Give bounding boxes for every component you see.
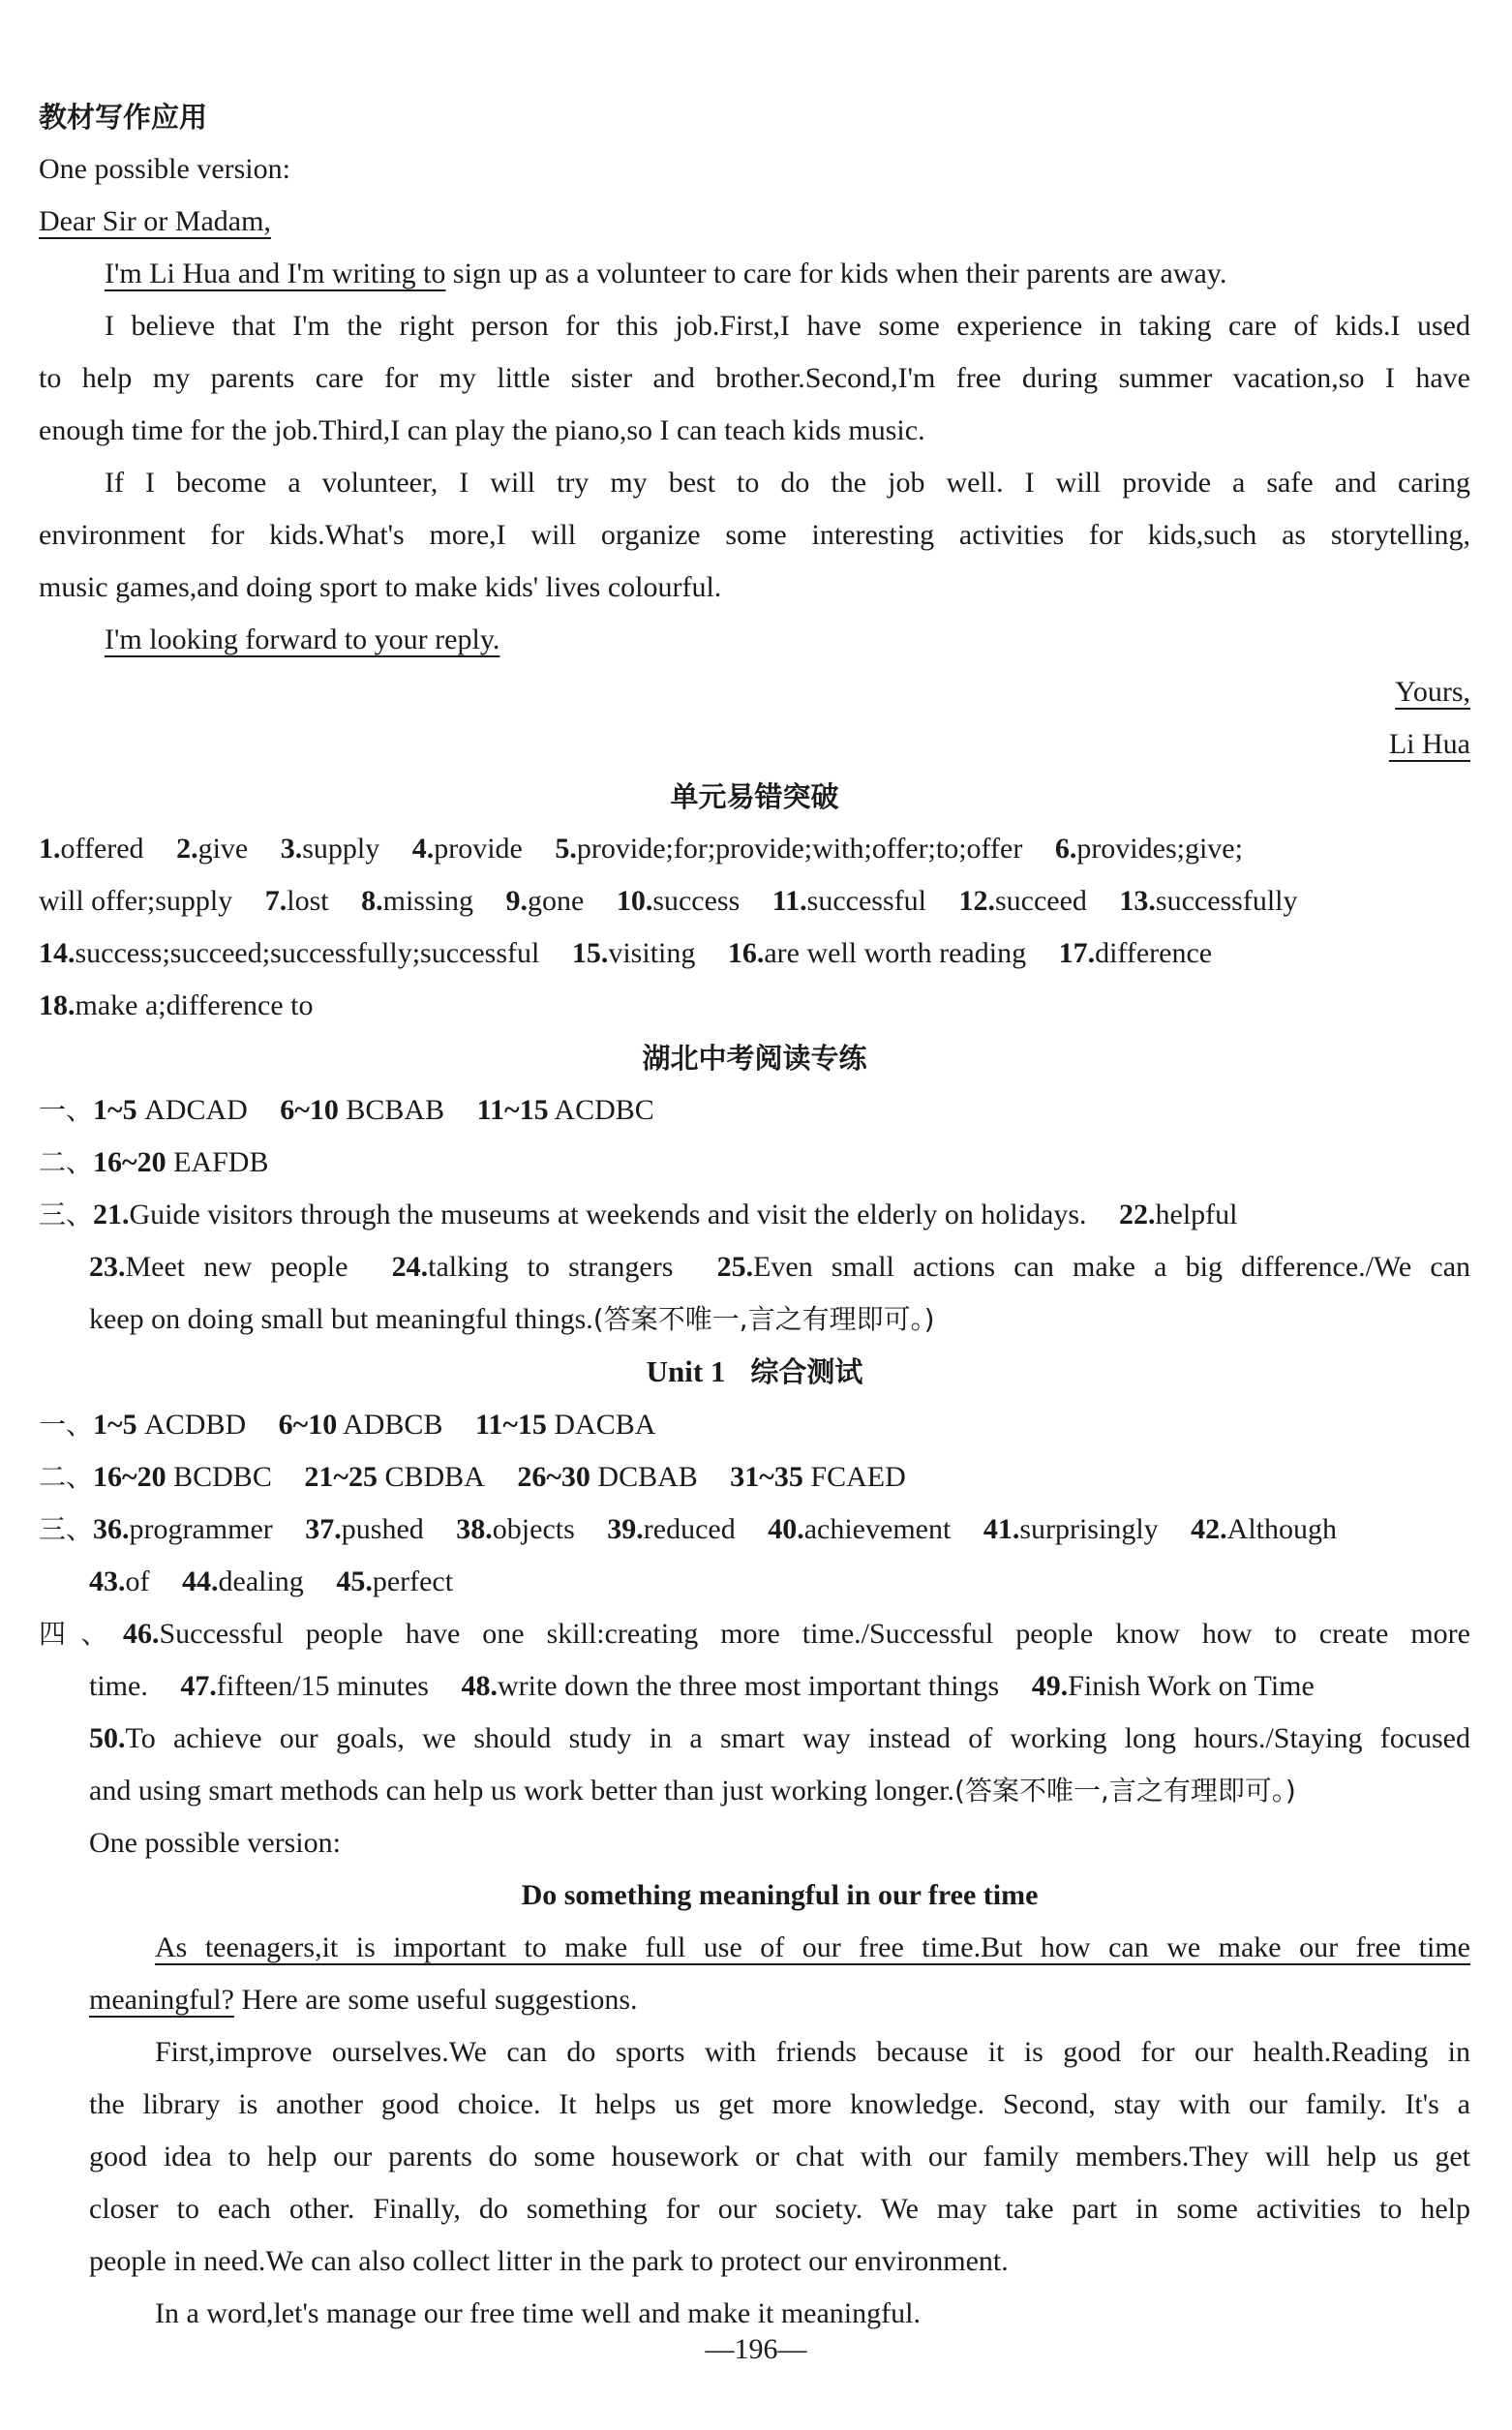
- essay-title: Do something meaningful in our free time: [521, 1879, 1039, 1911]
- section-title-mistakes: 单元易错突破: [670, 780, 839, 813]
- answer-line: 三、36.programmer 37.pushed 38.objects 39.reduced 40.achievement 41.surprisingly 42.Although: [39, 1513, 1337, 1545]
- letter-name: Li Hua: [1388, 728, 1470, 760]
- section-title-reading: 湖北中考阅读专练: [642, 1042, 867, 1075]
- letter-closing: I'm looking forward to your reply.: [105, 623, 500, 655]
- essay-p2-line-1: First,improve ourselves.We can do sports with friends because it is good for our health.Reading in: [155, 2036, 1470, 2068]
- answer-line: and using smart methods can help us work better than just working longer.(答案不唯一,言之有理即可。): [89, 1775, 1296, 1807]
- letter-greeting: Dear Sir or Madam,: [39, 205, 271, 237]
- intro-line: One possible version:: [39, 153, 290, 185]
- answer-line: 43.of 44.dealing 45.perfect: [89, 1565, 454, 1597]
- answer-line: 23.Meet new people 24.talking to strangers 25.Even small actions can make a big difference./We can: [89, 1251, 1471, 1283]
- letter-p2-line-2: to help my parents care for my little sister and brother.Second,I'm free during summer vacation,so I have: [39, 362, 1470, 394]
- writing-intro: One possible version:: [89, 1827, 341, 1859]
- answer-line: 一、1~5 ADCAD 6~10 BCBAB 11~15 ACDBC: [39, 1094, 654, 1126]
- letter-paragraph-1: I'm Li Hua and I'm writing to sign up as a volunteer to care for kids when their parents are away.: [105, 258, 1227, 289]
- answer-line: will offer;supply 7.lost 8.missing 9.gone 10.success 11.successful 12.succeed 13.successfully: [39, 885, 1298, 917]
- letter-p2-line-3: enough time for the job.Third,I can play the piano,so I can teach kids music.: [39, 414, 925, 446]
- essay-p2-line-2: the library is another good choice. It helps us get more knowledge. Second, stay with our family. It's a: [89, 2088, 1470, 2120]
- answer-line: time. 47.fifteen/15 minutes 48.write down the three most important things 49.Finish Work on Time: [89, 1670, 1315, 1702]
- letter-p3-line-1: If I become a volunteer, I will try my best to do the job well. I will provide a safe and caring: [105, 467, 1470, 499]
- answer-line: 二、16~20 EAFDB: [39, 1146, 269, 1178]
- answer-line: 一、1~5 ACDBD 6~10 ADBCB 11~15 DACBA: [39, 1409, 656, 1441]
- letter-p2-line-1: I believe that I'm the right person for this job.First,I have some experience in taking care of kids.I used: [105, 310, 1470, 342]
- answer-line: keep on doing small but meaningful things.(答案不唯一,言之有理即可。): [89, 1303, 935, 1335]
- essay-p2-line-3: good idea to help our parents do some housework or chat with our family members.They will help us get: [89, 2141, 1470, 2172]
- answer-line: 50.To achieve our goals, we should study in a smart way instead of working long hours./Staying focused: [89, 1722, 1470, 1754]
- section-title-unit-test: Unit 1 综合测试: [646, 1354, 863, 1388]
- page-number: —196—: [705, 2333, 807, 2365]
- essay-p2-line-4: closer to each other. Finally, do something for our society. We may take part in some activities to help: [89, 2193, 1470, 2225]
- answer-line: 三、21.Guide visitors through the museums at weekends and visit the elderly on holidays. 22.helpful: [39, 1199, 1238, 1230]
- letter-signoff: Yours,: [1395, 676, 1470, 708]
- essay-p1-line-2: meaningful? Here are some useful suggestions.: [89, 1984, 638, 2016]
- answer-line: 18.make a;difference to: [39, 989, 314, 1021]
- letter-p3-line-3: music games,and doing sport to make kids' lives colourful.: [39, 571, 722, 603]
- answer-line: 四、46.Successful people have one skill:creating more time./Successful people know how to create more: [39, 1618, 1470, 1650]
- answer-line: 二、16~20 BCDBC 21~25 CBDBA 26~30 DCBAB 31~35 FCAED: [39, 1461, 906, 1493]
- essay-p3: In a word,let's manage our free time well and make it meaningful.: [155, 2297, 921, 2329]
- answer-line: 1.offered 2.give 3.supply 4.provide 5.provide;for;provide;with;offer;to;offer 6.provides;give;: [39, 833, 1243, 865]
- essay-p1-line-1: As teenagers,it is important to make full use of our free time.But how can we make our free time: [155, 1931, 1470, 1963]
- essay-p2-line-5: people in need.We can also collect litter in the park to protect our environment.: [89, 2245, 1009, 2277]
- section-title-writing: 教材写作应用: [39, 101, 208, 134]
- answer-line: 14.success;succeed;successfully;successful 15.visiting 16.are well worth reading 17.difference: [39, 937, 1213, 969]
- letter-p3-line-2: environment for kids.What's more,I will organize some interesting activities for kids,such as storytelling,: [39, 519, 1470, 551]
